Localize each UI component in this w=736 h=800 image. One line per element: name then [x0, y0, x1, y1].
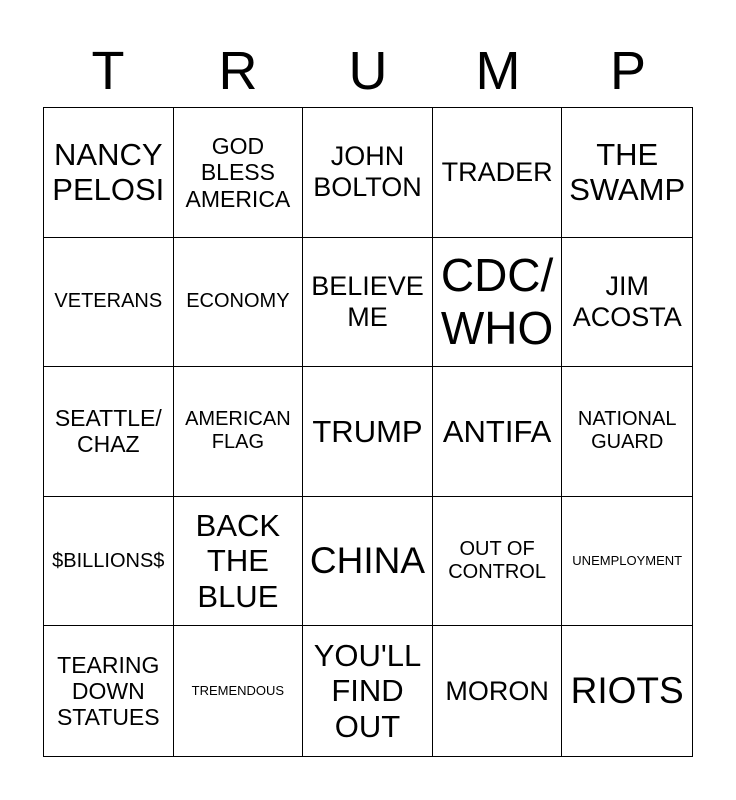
- bingo-cell[interactable]: [562, 497, 692, 627]
- bingo-cell-label: TRUMP: [312, 413, 423, 449]
- bingo-cell-label: AMERICAN FLAG: [185, 408, 291, 454]
- bingo-cell-label: TREMENDOUS: [191, 682, 285, 698]
- bingo-cell[interactable]: [433, 367, 563, 497]
- bingo-board: [43, 107, 693, 757]
- bingo-cell-label: CHINA: [309, 539, 426, 581]
- bingo-cell[interactable]: [303, 626, 433, 756]
- header-letter-m: M: [475, 41, 521, 101]
- bingo-cell-label: UNEMPLOYMENT: [572, 552, 683, 568]
- bingo-cell-label: BELIEVE ME: [311, 270, 424, 332]
- bingo-cell[interactable]: [303, 367, 433, 497]
- bingo-cell[interactable]: [44, 367, 174, 497]
- bingo-cell-label: JOHN BOLTON: [313, 141, 422, 203]
- bingo-cell-label: TRADER: [441, 156, 553, 187]
- bingo-cell[interactable]: [433, 238, 563, 368]
- bingo-cell-label: ANTIFA: [442, 413, 552, 449]
- bingo-cell-label: RIOTS: [570, 669, 684, 711]
- bingo-cell[interactable]: [44, 497, 174, 627]
- bingo-cell-label: YOU'LL FIND OUT: [313, 637, 422, 745]
- bingo-cell[interactable]: [174, 497, 304, 627]
- bingo-cell[interactable]: [174, 626, 304, 756]
- header-letter-u: U: [348, 41, 388, 101]
- bingo-cell-label: CDC/ WHO: [440, 249, 554, 354]
- header-letter-r: R: [218, 41, 258, 101]
- bingo-cell[interactable]: [303, 238, 433, 368]
- bingo-cell-label: JIM ACOSTA: [572, 270, 682, 332]
- bingo-cell-label: BACK THE BLUE: [195, 507, 281, 614]
- bingo-cell-label: SEATTLE/ CHAZ: [54, 405, 162, 458]
- bingo-cell[interactable]: [174, 238, 304, 368]
- bingo-cell[interactable]: [433, 497, 563, 627]
- bingo-header: [43, 36, 693, 106]
- bingo-cell[interactable]: [562, 626, 692, 756]
- bingo-cell[interactable]: [562, 238, 692, 368]
- bingo-cell-label: VETERANS: [54, 290, 163, 313]
- bingo-cell[interactable]: [44, 626, 174, 756]
- bingo-cell[interactable]: [433, 108, 563, 238]
- bingo-cell[interactable]: [44, 238, 174, 368]
- bingo-cell-label: TEARING DOWN STATUES: [56, 651, 160, 731]
- header-letter-p: P: [609, 41, 647, 101]
- bingo-cell-label: THE SWAMP: [569, 136, 686, 208]
- bingo-cell[interactable]: [303, 108, 433, 238]
- bingo-cell-label: $BILLIONS$: [52, 549, 165, 572]
- bingo-cell-label: NATIONAL GUARD: [577, 408, 677, 454]
- bingo-cell[interactable]: [562, 108, 692, 238]
- bingo-cell[interactable]: [303, 497, 433, 627]
- bingo-cell-label: ECONOMY: [186, 290, 290, 313]
- bingo-cell[interactable]: [174, 367, 304, 497]
- bingo-cell[interactable]: [562, 367, 692, 497]
- bingo-cell-label: OUT OF CONTROL: [448, 538, 546, 584]
- bingo-cell-label: MORON: [445, 675, 549, 706]
- header-letter-t: T: [91, 41, 125, 101]
- bingo-cell[interactable]: [44, 108, 174, 238]
- bingo-cell[interactable]: [433, 626, 563, 756]
- bingo-cell-label: NANCY PELOSI: [52, 136, 165, 208]
- bingo-cell-label: GOD BLESS AMERICA: [185, 132, 291, 212]
- bingo-cell[interactable]: [174, 108, 304, 238]
